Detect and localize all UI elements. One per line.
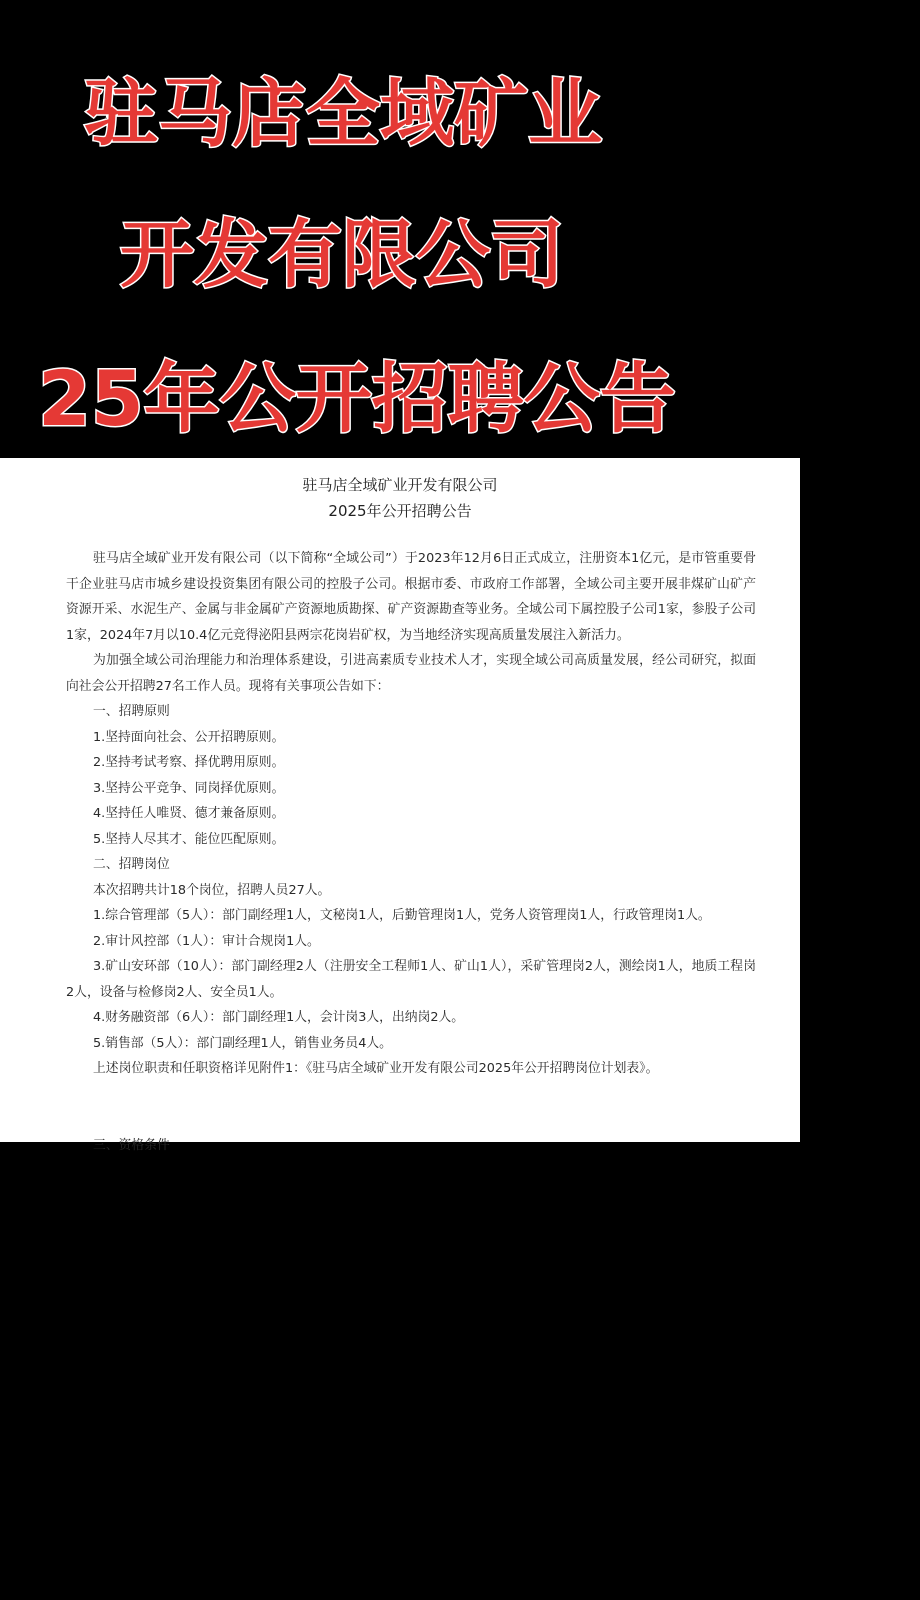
principle-item: 5.坚持人尽其才、能位匹配原则。 (93, 831, 285, 847)
document-title: 驻马店全域矿业开发有限公司 (302, 476, 498, 494)
position-item: 5.销售部（5人）：部门副经理1人，销售业务员4人。 (93, 1035, 392, 1051)
principle-item: 2.坚持考试考察、择优聘用原则。 (93, 755, 285, 770)
position-item: 4.财务融资部（6人）：部门副经理1人，会计岗3人，出纳岗2人。 (93, 1010, 465, 1025)
position-item: 1.综合管理部（5人）：部门副经理1人，文秘岗1人，后勤管理岗1人，党务人资管理岗1人，行政管理岗1人。 (93, 908, 711, 923)
banner-title-line-2: 开发有限公司 (120, 212, 564, 298)
principle-item: 3.坚持公平竞争、同岗择优原则。 (93, 780, 285, 796)
section-heading-qualifications: 三、资格条件 (93, 1138, 170, 1153)
section-heading-positions: 二、招聘岗位 (93, 857, 170, 872)
document-body (66, 546, 756, 1082)
purpose-paragraph: 为加强全域公司治理能力和治理体系建设，引进高素质专业技术人才，实现全域公司高质量发展，经公司研究，拟面向社会公开招聘27名工作人员。现将有关事项公告如下： (66, 653, 756, 694)
title-banner (0, 0, 800, 458)
intro-paragraph: 驻马店全域矿业开发有限公司（以下简称“全域公司”）于2023年12月6日正式成立，注册资本1亿元，是市管重要骨干企业驻马店市城乡建设投资集团有限公司的控股子公司。根据市委、市政府工作部署，全域公司主要开展非煤矿山矿产资源开采、水泥生产、金属与非金属矿产资源地质勘探、矿产资源勘查等业务。全域公司下属控股子公司1家，参股子公司1家，2024年7月以10.4亿元竞得泌阳县两宗花岗岩矿权，为当地经济实现高质量发展注入新活力。 (66, 551, 756, 643)
positions-summary: 本次招聘共计18个岗位，招聘人员27人。 (93, 882, 331, 898)
principle-item: 4.坚持任人唯贤、德才兼备原则。 (93, 806, 285, 821)
position-item: 2.审计风控部（1人）：审计合规岗1人。 (93, 933, 320, 949)
section-heading-principles: 一、招聘原则 (93, 704, 170, 719)
banner-title-line-3: 25年公开招聘公告 (38, 354, 676, 443)
attachment-note: 上述岗位职责和任职资格详见附件1：《驻马店全域矿业开发有限公司2025年公开招聘岗位计划表》。 (93, 1061, 659, 1076)
document-subtitle: 2025年公开招聘公告 (328, 502, 472, 520)
principle-item: 1.坚持面向社会、公开招聘原则。 (93, 729, 285, 745)
announcement-document (0, 458, 800, 1153)
banner-title-line-1: 驻马店全域矿业 (84, 71, 602, 157)
position-item: 3.矿山安环部（10人）：部门副经理2人（注册安全工程师1人、矿山1人），采矿管理岗2人，测绘岗1人，地质工程岗2人，设备与检修岗2人、安全员1人。 (66, 959, 756, 1000)
